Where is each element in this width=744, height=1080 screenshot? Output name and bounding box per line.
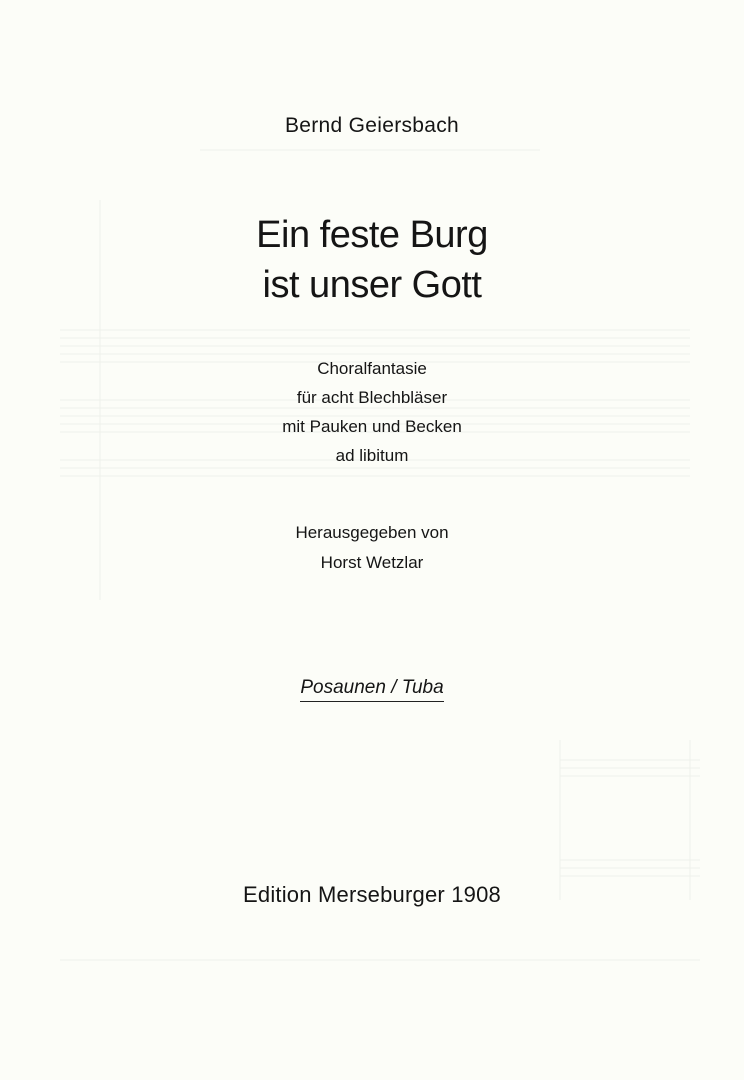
- composer-name: Bernd Geiersbach: [284, 114, 460, 137]
- title-line-1: Ein feste Burg: [256, 214, 488, 256]
- publisher-imprint: Edition Merseburger 1908: [243, 882, 501, 907]
- editor-credit: [0, 518, 744, 578]
- subtitle-line-2: für acht Blechbläser: [296, 388, 448, 407]
- editor-line-1: Herausgegeben von: [295, 523, 449, 542]
- work-title: [0, 210, 744, 310]
- subtitle-line-1: Choralfantasie: [317, 359, 427, 378]
- title-line-2: ist unser Gott: [262, 264, 482, 306]
- work-subtitle: [0, 354, 744, 470]
- editor-line-2: Horst Wetzlar: [320, 553, 424, 572]
- instrument-part: [0, 677, 744, 702]
- instrument-part-label: Posaunen / Tuba: [300, 677, 443, 702]
- subtitle-line-3: mit Pauken und Becken: [282, 417, 462, 436]
- subtitle-line-4: ad libitum: [335, 446, 409, 465]
